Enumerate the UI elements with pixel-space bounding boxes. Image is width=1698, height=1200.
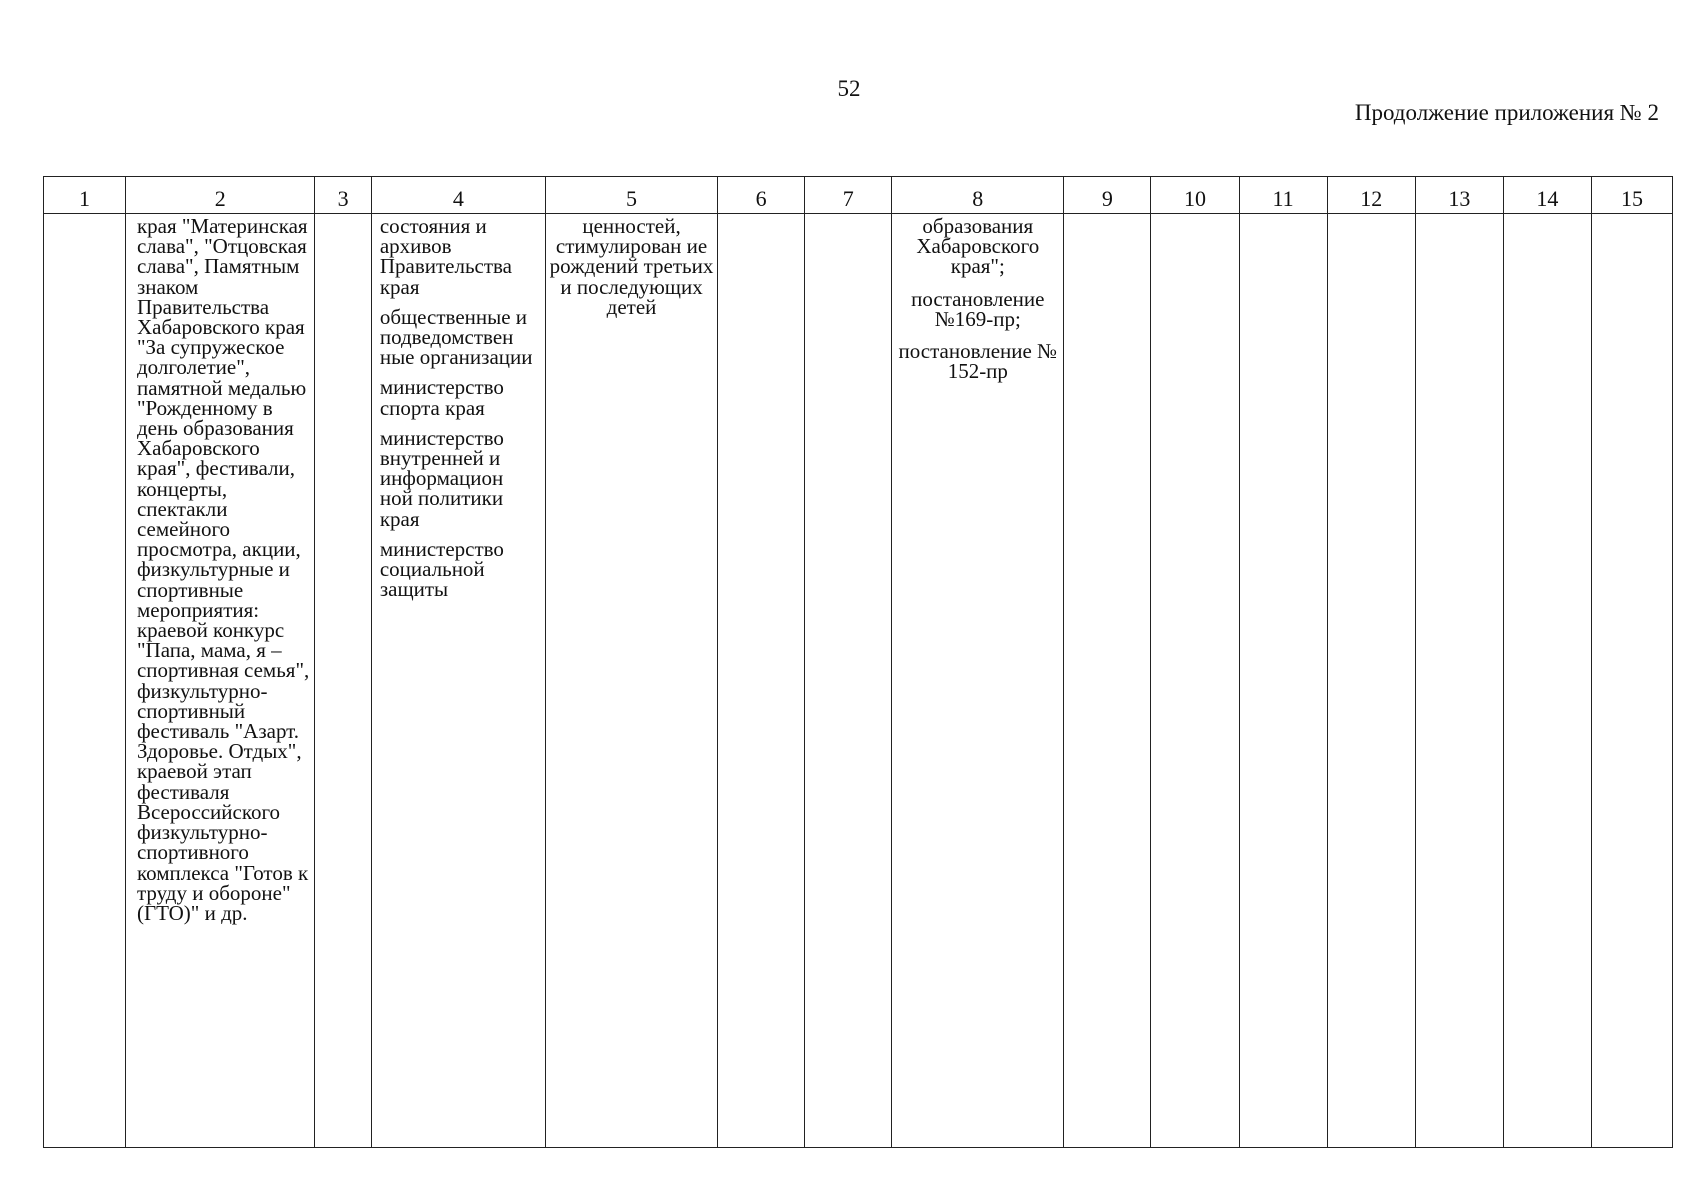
column-header: 4 bbox=[371, 177, 545, 214]
executor-item: министерство спорта края bbox=[379, 375, 504, 420]
column-header: 6 bbox=[718, 177, 805, 214]
column-header: 5 bbox=[545, 177, 717, 214]
table-cell bbox=[1503, 214, 1591, 1148]
page-number: 52 bbox=[837, 76, 861, 101]
legal-basis-list bbox=[892, 214, 1063, 384]
legal-basis-item: образования Хабаровского края"; bbox=[916, 214, 1040, 279]
table-cell bbox=[1151, 214, 1239, 1148]
column-header: 13 bbox=[1415, 177, 1503, 214]
table-cell bbox=[125, 214, 315, 1148]
column-header: 2 bbox=[125, 177, 315, 214]
table-cell bbox=[1415, 214, 1503, 1148]
column-header: 12 bbox=[1327, 177, 1415, 214]
legal-basis-item: постановление № 152-пр bbox=[898, 339, 1058, 384]
table-cell bbox=[44, 214, 126, 1148]
executor-item: состояния и архивов Правительства края bbox=[379, 214, 512, 299]
table-row bbox=[44, 214, 1673, 1148]
column-header: 15 bbox=[1591, 177, 1672, 214]
table-cell bbox=[1239, 214, 1327, 1148]
column-header: 9 bbox=[1064, 177, 1151, 214]
column-header: 11 bbox=[1239, 177, 1327, 214]
table-cell bbox=[545, 214, 717, 1148]
executors-list bbox=[372, 214, 545, 602]
column-header: 14 bbox=[1503, 177, 1591, 214]
column-header: 3 bbox=[315, 177, 371, 214]
table-cell bbox=[1064, 214, 1151, 1148]
executor-item: министерство внутренней и информацион ной политики края bbox=[379, 425, 504, 531]
table-cell bbox=[1591, 214, 1672, 1148]
column-header: 10 bbox=[1151, 177, 1239, 214]
executor-item: общественные и подведомствен ные организации bbox=[379, 304, 533, 370]
event-description: края "Материнская слава", "Отцовская слава", Памятным знаком Правительства Хабаровского края "За супружеское долголетие", памятной медалью "Рожденному в день образования Хабаровского края", фестивали, концерты, спектакли семейного просмотра, акции, физкультурные и спортивные мероприятия: краевой конкурс "Папа, мама, я – спортивная семья", физкультурно-спортивный фестиваль "Азарт. Здоровье. Отдых", краевой этап фестиваля Всероссийского физкультурно-спортивного комплекса "Готов к труду и обороне" (ГТО)" и др. bbox=[136, 214, 310, 925]
column-header: 7 bbox=[805, 177, 892, 214]
table-cell bbox=[805, 214, 892, 1148]
appendix-title: Продолжение приложения № 2 bbox=[1354, 100, 1659, 125]
table-cell bbox=[1327, 214, 1415, 1148]
program-table bbox=[43, 176, 1673, 1148]
table-cell bbox=[718, 214, 805, 1148]
column-header: 1 bbox=[44, 177, 126, 214]
result-text: ценностей, стимулирован ие рождений третьих и последующих детей bbox=[549, 214, 714, 319]
executor-item: министерство социальной защиты bbox=[379, 536, 504, 602]
column-number-row bbox=[44, 177, 1673, 214]
table-cell bbox=[371, 214, 545, 1148]
legal-basis-item: постановление №169-пр; bbox=[911, 286, 1045, 331]
table-cell bbox=[315, 214, 371, 1148]
table-cell bbox=[892, 214, 1064, 1148]
column-header: 8 bbox=[892, 177, 1064, 214]
